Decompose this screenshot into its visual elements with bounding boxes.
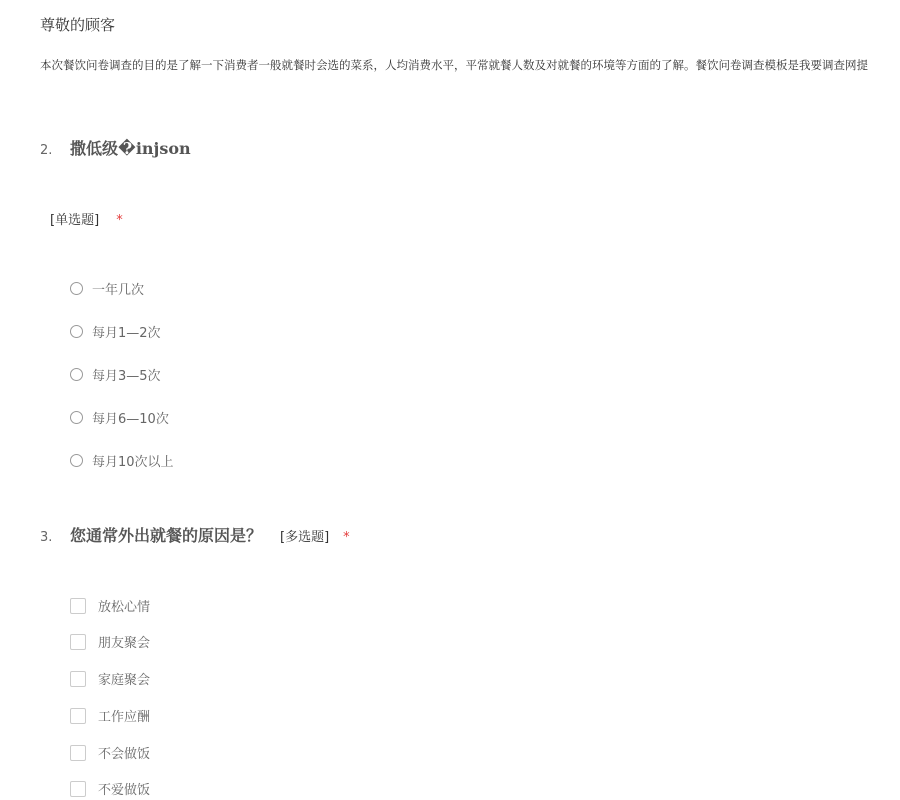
radio-button[interactable] (70, 454, 83, 467)
question-2-number: 2. (40, 143, 53, 158)
q2-option-1[interactable] (70, 279, 144, 298)
question-3-required-mark: * (343, 530, 350, 545)
q3-option-2[interactable] (70, 632, 150, 651)
q3-option-label: 不爱做饭 (98, 783, 151, 798)
q3-option-label: 家庭聚会 (98, 673, 151, 688)
q2-option-label: 每月6—10次 (92, 412, 169, 427)
question-3-type: [多选题] (280, 530, 330, 545)
question-2-title-row (40, 136, 191, 159)
radio-button[interactable] (70, 325, 83, 338)
question-3-title-row (40, 523, 350, 546)
q3-option-label: 不会做饭 (98, 747, 151, 762)
q2-option-label: 每月10次以上 (92, 455, 174, 470)
radio-button[interactable] (70, 282, 83, 295)
q3-option-5[interactable] (70, 743, 150, 762)
q3-option-6[interactable] (70, 779, 150, 798)
q3-option-4[interactable] (70, 706, 150, 725)
q2-option-3[interactable] (70, 365, 161, 384)
radio-button[interactable] (70, 411, 83, 424)
q2-option-label: 每月1—2次 (92, 326, 161, 341)
q2-option-5[interactable] (70, 451, 174, 470)
survey-intro: 本次餐饮问卷调查的目的是了解一下消费者一般就餐时会选的菜系，人均消费水平，平常就餐人数及对就餐的环境等方面的了解。餐饮问卷调查模板是我要调查网提 (40, 58, 868, 72)
q2-option-4[interactable] (70, 408, 169, 427)
radio-button[interactable] (70, 368, 83, 381)
question-2-title: 撒低级�injson (70, 139, 191, 158)
checkbox[interactable] (70, 781, 86, 797)
q3-option-3[interactable] (70, 669, 150, 688)
q2-option-label: 一年几次 (92, 283, 145, 298)
checkbox[interactable] (70, 671, 86, 687)
q2-option-label: 每月3—5次 (92, 369, 161, 384)
question-3-number: 3. (40, 530, 53, 545)
question-3-title: 您通常外出就餐的原因是？ (70, 526, 263, 545)
q3-option-1[interactable] (70, 596, 150, 615)
checkbox[interactable] (70, 745, 86, 761)
checkbox[interactable] (70, 598, 86, 614)
q3-option-label: 放松心情 (98, 600, 151, 615)
question-2-type: [单选题] (50, 213, 100, 228)
question-2-required-mark: * (116, 213, 123, 228)
question-2-type-row (50, 209, 123, 228)
greeting-heading: 尊敬的顾客 (40, 16, 116, 34)
q2-option-2[interactable] (70, 322, 161, 341)
checkbox[interactable] (70, 708, 86, 724)
checkbox[interactable] (70, 634, 86, 650)
q3-option-label: 朋友聚会 (98, 636, 151, 651)
q3-option-label: 工作应酬 (98, 710, 151, 725)
